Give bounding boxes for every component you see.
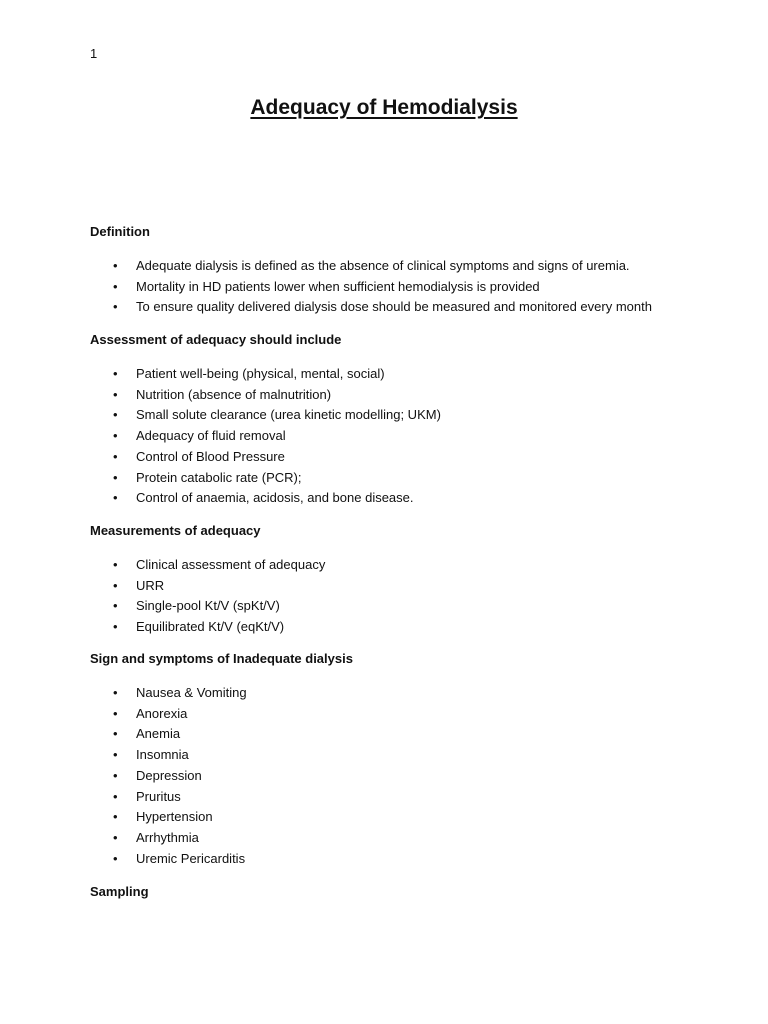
list-item-text: Control of anaemia, acidosis, and bone disease. <box>136 490 414 506</box>
bullet-icon: • <box>113 386 118 402</box>
section-heading-sampling: Sampling <box>90 884 149 899</box>
measurements-list <box>113 555 325 638</box>
list-item <box>113 277 652 298</box>
page-number: 1 <box>90 46 98 61</box>
bullet-icon: • <box>113 809 118 825</box>
document-title: Adequacy of Hemodialysis <box>250 96 518 119</box>
bullet-icon: • <box>113 685 118 700</box>
bullet-icon: • <box>113 850 118 866</box>
list-item-text: Arrhythmia <box>136 829 199 845</box>
list-item <box>113 488 441 509</box>
section-heading-assessment: Assessment of adequacy should include <box>90 332 342 347</box>
list-item <box>113 555 325 576</box>
list-item <box>113 807 247 828</box>
list-item <box>113 426 441 447</box>
list-item-text: Nausea & Vomiting <box>136 685 247 700</box>
list-item <box>113 745 247 766</box>
list-item-text: Mortality in HD patients lower when sufficient hemodialysis is provided <box>136 278 540 294</box>
list-item <box>113 766 247 787</box>
bullet-icon: • <box>113 469 118 485</box>
list-item <box>113 683 247 704</box>
bullet-icon: • <box>113 726 118 742</box>
bullet-icon: • <box>113 705 118 721</box>
section-heading-symptoms: Sign and symptoms of Inadequate dialysis <box>90 651 353 666</box>
bullet-icon: • <box>113 428 118 444</box>
list-item-text: Depression <box>136 767 202 783</box>
bullet-icon: • <box>113 448 118 464</box>
list-item-text: URR <box>136 577 165 593</box>
bullet-icon: • <box>113 366 118 381</box>
bullet-icon: • <box>113 619 118 635</box>
bullet-icon: • <box>113 258 118 273</box>
list-item-text: Adequacy of fluid removal <box>136 428 286 444</box>
list-item-text: Nutrition (absence of malnutrition) <box>136 386 332 402</box>
list-item <box>113 787 247 808</box>
list-item <box>113 447 441 468</box>
assessment-list <box>113 364 441 509</box>
list-item <box>113 828 247 849</box>
list-item-text: Control of Blood Pressure <box>136 448 285 464</box>
list-item-text: Insomnia <box>136 747 189 763</box>
list-item <box>113 385 441 406</box>
bullet-icon: • <box>113 788 118 804</box>
list-item <box>113 704 247 725</box>
bullet-icon: • <box>113 577 118 593</box>
list-item-text: Anemia <box>136 726 181 742</box>
list-item <box>113 256 652 277</box>
list-item <box>113 724 247 745</box>
list-item-text: Small solute clearance (urea kinetic modelling; UKM) <box>136 407 441 423</box>
list-item <box>113 297 652 318</box>
section-heading-measurements: Measurements of adequacy <box>90 523 261 538</box>
bullet-icon: • <box>113 598 118 614</box>
list-item-text: Clinical assessment of adequacy <box>136 557 326 572</box>
bullet-icon: • <box>113 278 118 294</box>
symptoms-list <box>113 683 247 869</box>
definition-list <box>113 256 652 318</box>
bullet-icon: • <box>113 407 118 423</box>
list-item-text: Adequate dialysis is defined as the absence of clinical symptoms and signs of uremia. <box>136 258 630 273</box>
list-item-text: Patient well-being (physical, mental, social) <box>136 366 385 381</box>
list-item <box>113 576 325 597</box>
list-item-text: Equilibrated Kt/V (eqKt/V) <box>136 619 285 635</box>
bullet-icon: • <box>113 747 118 763</box>
list-item-text: Pruritus <box>136 788 181 804</box>
list-item <box>113 405 441 426</box>
list-item <box>113 596 325 617</box>
bullet-icon: • <box>113 829 118 845</box>
bullet-icon: • <box>113 490 118 506</box>
bullet-icon: • <box>113 767 118 783</box>
list-item-text: Anorexia <box>136 705 188 721</box>
list-item <box>113 849 247 870</box>
section-heading-definition: Definition <box>90 224 150 239</box>
list-item-text: Protein catabolic rate (PCR); <box>136 469 302 485</box>
bullet-icon: • <box>113 299 118 315</box>
list-item-text: Hypertension <box>136 809 213 825</box>
list-item <box>113 617 325 638</box>
list-item-text: To ensure quality delivered dialysis dose should be measured and monitored every month <box>136 299 652 315</box>
list-item <box>113 364 441 385</box>
list-item <box>113 468 441 489</box>
bullet-icon: • <box>113 557 118 572</box>
list-item-text: Single-pool Kt/V (spKt/V) <box>136 598 280 614</box>
list-item-text: Uremic Pericarditis <box>136 850 246 866</box>
